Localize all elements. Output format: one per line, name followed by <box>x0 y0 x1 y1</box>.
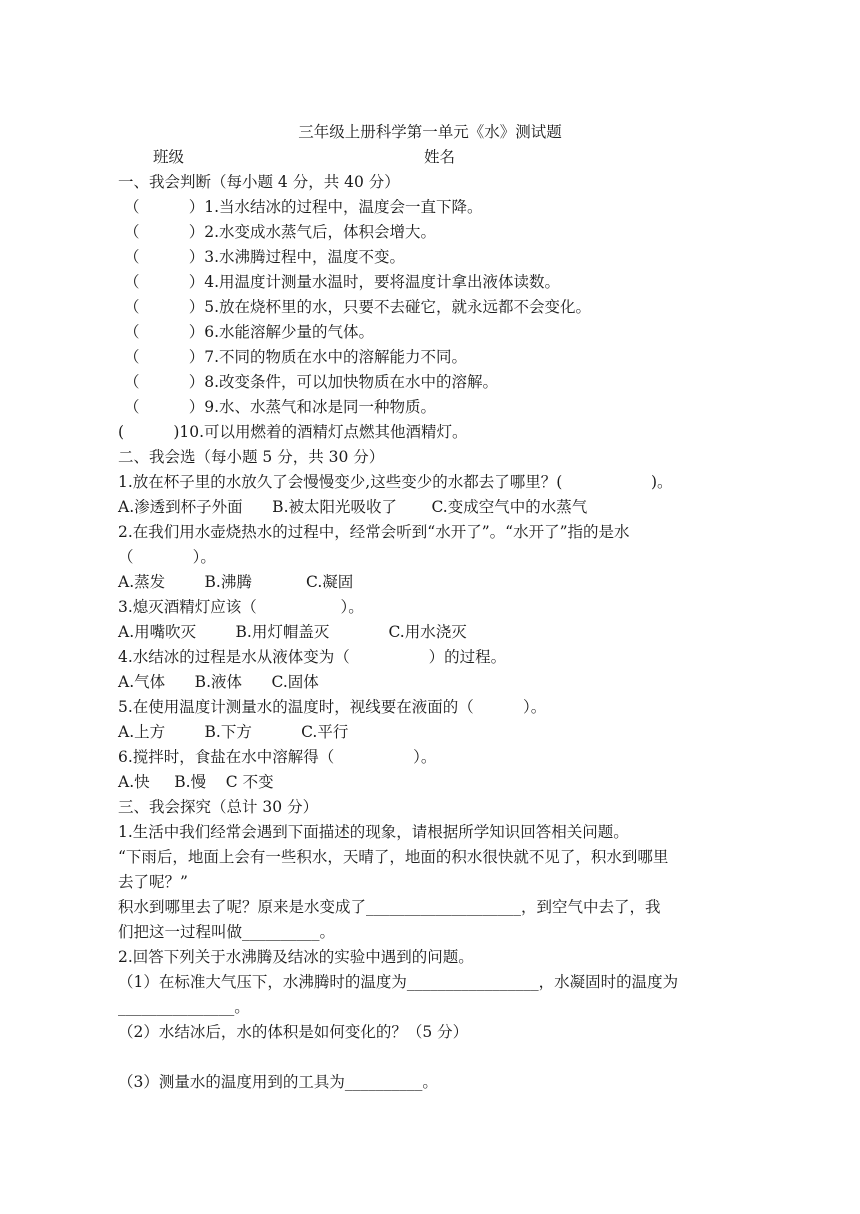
judge-item-10: ( )10.可以用燃着的酒精灯点燃其他酒精灯。 <box>118 423 468 441</box>
judge-item-1: （ ）1.当水结冰的过程中，温度会一直下降。 <box>124 198 483 216</box>
choice-q2-options: A.蒸发 B.沸腾 C.凝固 <box>118 573 354 591</box>
explore-q1-quote-2: 去了呢？” <box>118 873 188 891</box>
page-title: 三年级上册科学第一单元《水》测试题 <box>298 123 562 141</box>
class-label: 班级 <box>153 148 185 166</box>
judge-item-2: （ ）2.水变成水蒸气后，体积会增大。 <box>124 223 437 241</box>
explore-q1-answer-1: 积水到哪里去了呢？原来是水变成了____________________，到空气中去了，我 <box>118 898 661 916</box>
judge-item-8: （ ）8.改变条件，可以加快物质在水中的溶解。 <box>124 373 499 391</box>
judge-item-9: （ ）9.水、水蒸气和冰是同一种物质。 <box>124 398 437 416</box>
explore-q1: 1.生活中我们经常会遇到下面描述的现象，请根据所学知识回答相关问题。 <box>118 823 629 841</box>
judge-item-4: （ ）4.用温度计测量水温时，要将温度计拿出液体读数。 <box>124 273 561 291</box>
section2-heading: 二、我会选（每小题 5 分，共 30 分） <box>118 448 385 466</box>
judge-item-7: （ ）7.不同的物质在水中的溶解能力不同。 <box>124 348 468 366</box>
explore-q2-sub2: （2）水结冰后，水的体积是如何变化的？（5 分） <box>118 1023 469 1041</box>
choice-q6: 6.搅拌时，食盐在水中溶解得（ ）。 <box>118 748 437 766</box>
choice-q1: 1.放在杯子里的水放久了会慢慢变少,这些变少的水都去了哪里？( )。 <box>118 473 673 491</box>
section1-heading: 一、我会判断（每小题 4 分，共 40 分） <box>118 173 400 191</box>
choice-q6-options: A.快 B.慢 C 不变 <box>118 773 274 791</box>
judge-item-5: （ ）5.放在烧杯里的水，只要不去碰它，就永远都不会变化。 <box>124 298 592 316</box>
choice-q2: 2.在我们用水壶烧热水的过程中，经常会听到“水开了”。“水开了”指的是水 <box>118 523 630 541</box>
choice-q5-options: A.上方 B.下方 C.平行 <box>118 723 349 741</box>
section3-heading: 三、我会探究（总计 30 分） <box>118 798 319 816</box>
explore-q2-sub3: （3）测量水的温度用到的工具为__________。 <box>118 1073 438 1091</box>
choice-q4-options: A.气体 B.液体 C.固体 <box>118 673 319 691</box>
explore-q2: 2.回答下列关于水沸腾及结冰的实验中遇到的问题。 <box>118 948 474 966</box>
choice-q2-blank: （ ）。 <box>118 548 216 566</box>
judge-item-3: （ ）3.水沸腾过程中，温度不变。 <box>124 248 406 266</box>
choice-q5: 5.在使用温度计测量水的温度时，视线要在液面的（ ）。 <box>118 698 547 716</box>
choice-q1-options: A.渗透到杯子外面 B.被太阳光吸收了 C.变成空气中的水蒸气 <box>118 498 588 516</box>
choice-q3-options: A.用嘴吹灭 B.用灯帽盖灭 C.用水浇灭 <box>118 623 467 641</box>
explore-q2-sub1: （1）在标准大气压下，水沸腾时的温度为_________________，水凝固时的温度为 <box>118 973 679 991</box>
explore-q1-quote-1: “下雨后，地面上会有一些积水，天晴了，地面的积水很快就不见了，积水到哪里 <box>118 848 669 866</box>
explore-q1-answer-2: 们把这一过程叫做__________。 <box>118 923 336 941</box>
name-label: 姓名 <box>424 148 456 166</box>
explore-q2-sub1-blank: _______________。 <box>118 998 250 1016</box>
judge-item-6: （ ）6.水能溶解少量的气体。 <box>124 323 375 341</box>
choice-q4: 4.水结冰的过程是水从液体变为（ ）的过程。 <box>118 648 507 666</box>
choice-q3: 3.熄灭酒精灯应该（ ）。 <box>118 598 364 616</box>
